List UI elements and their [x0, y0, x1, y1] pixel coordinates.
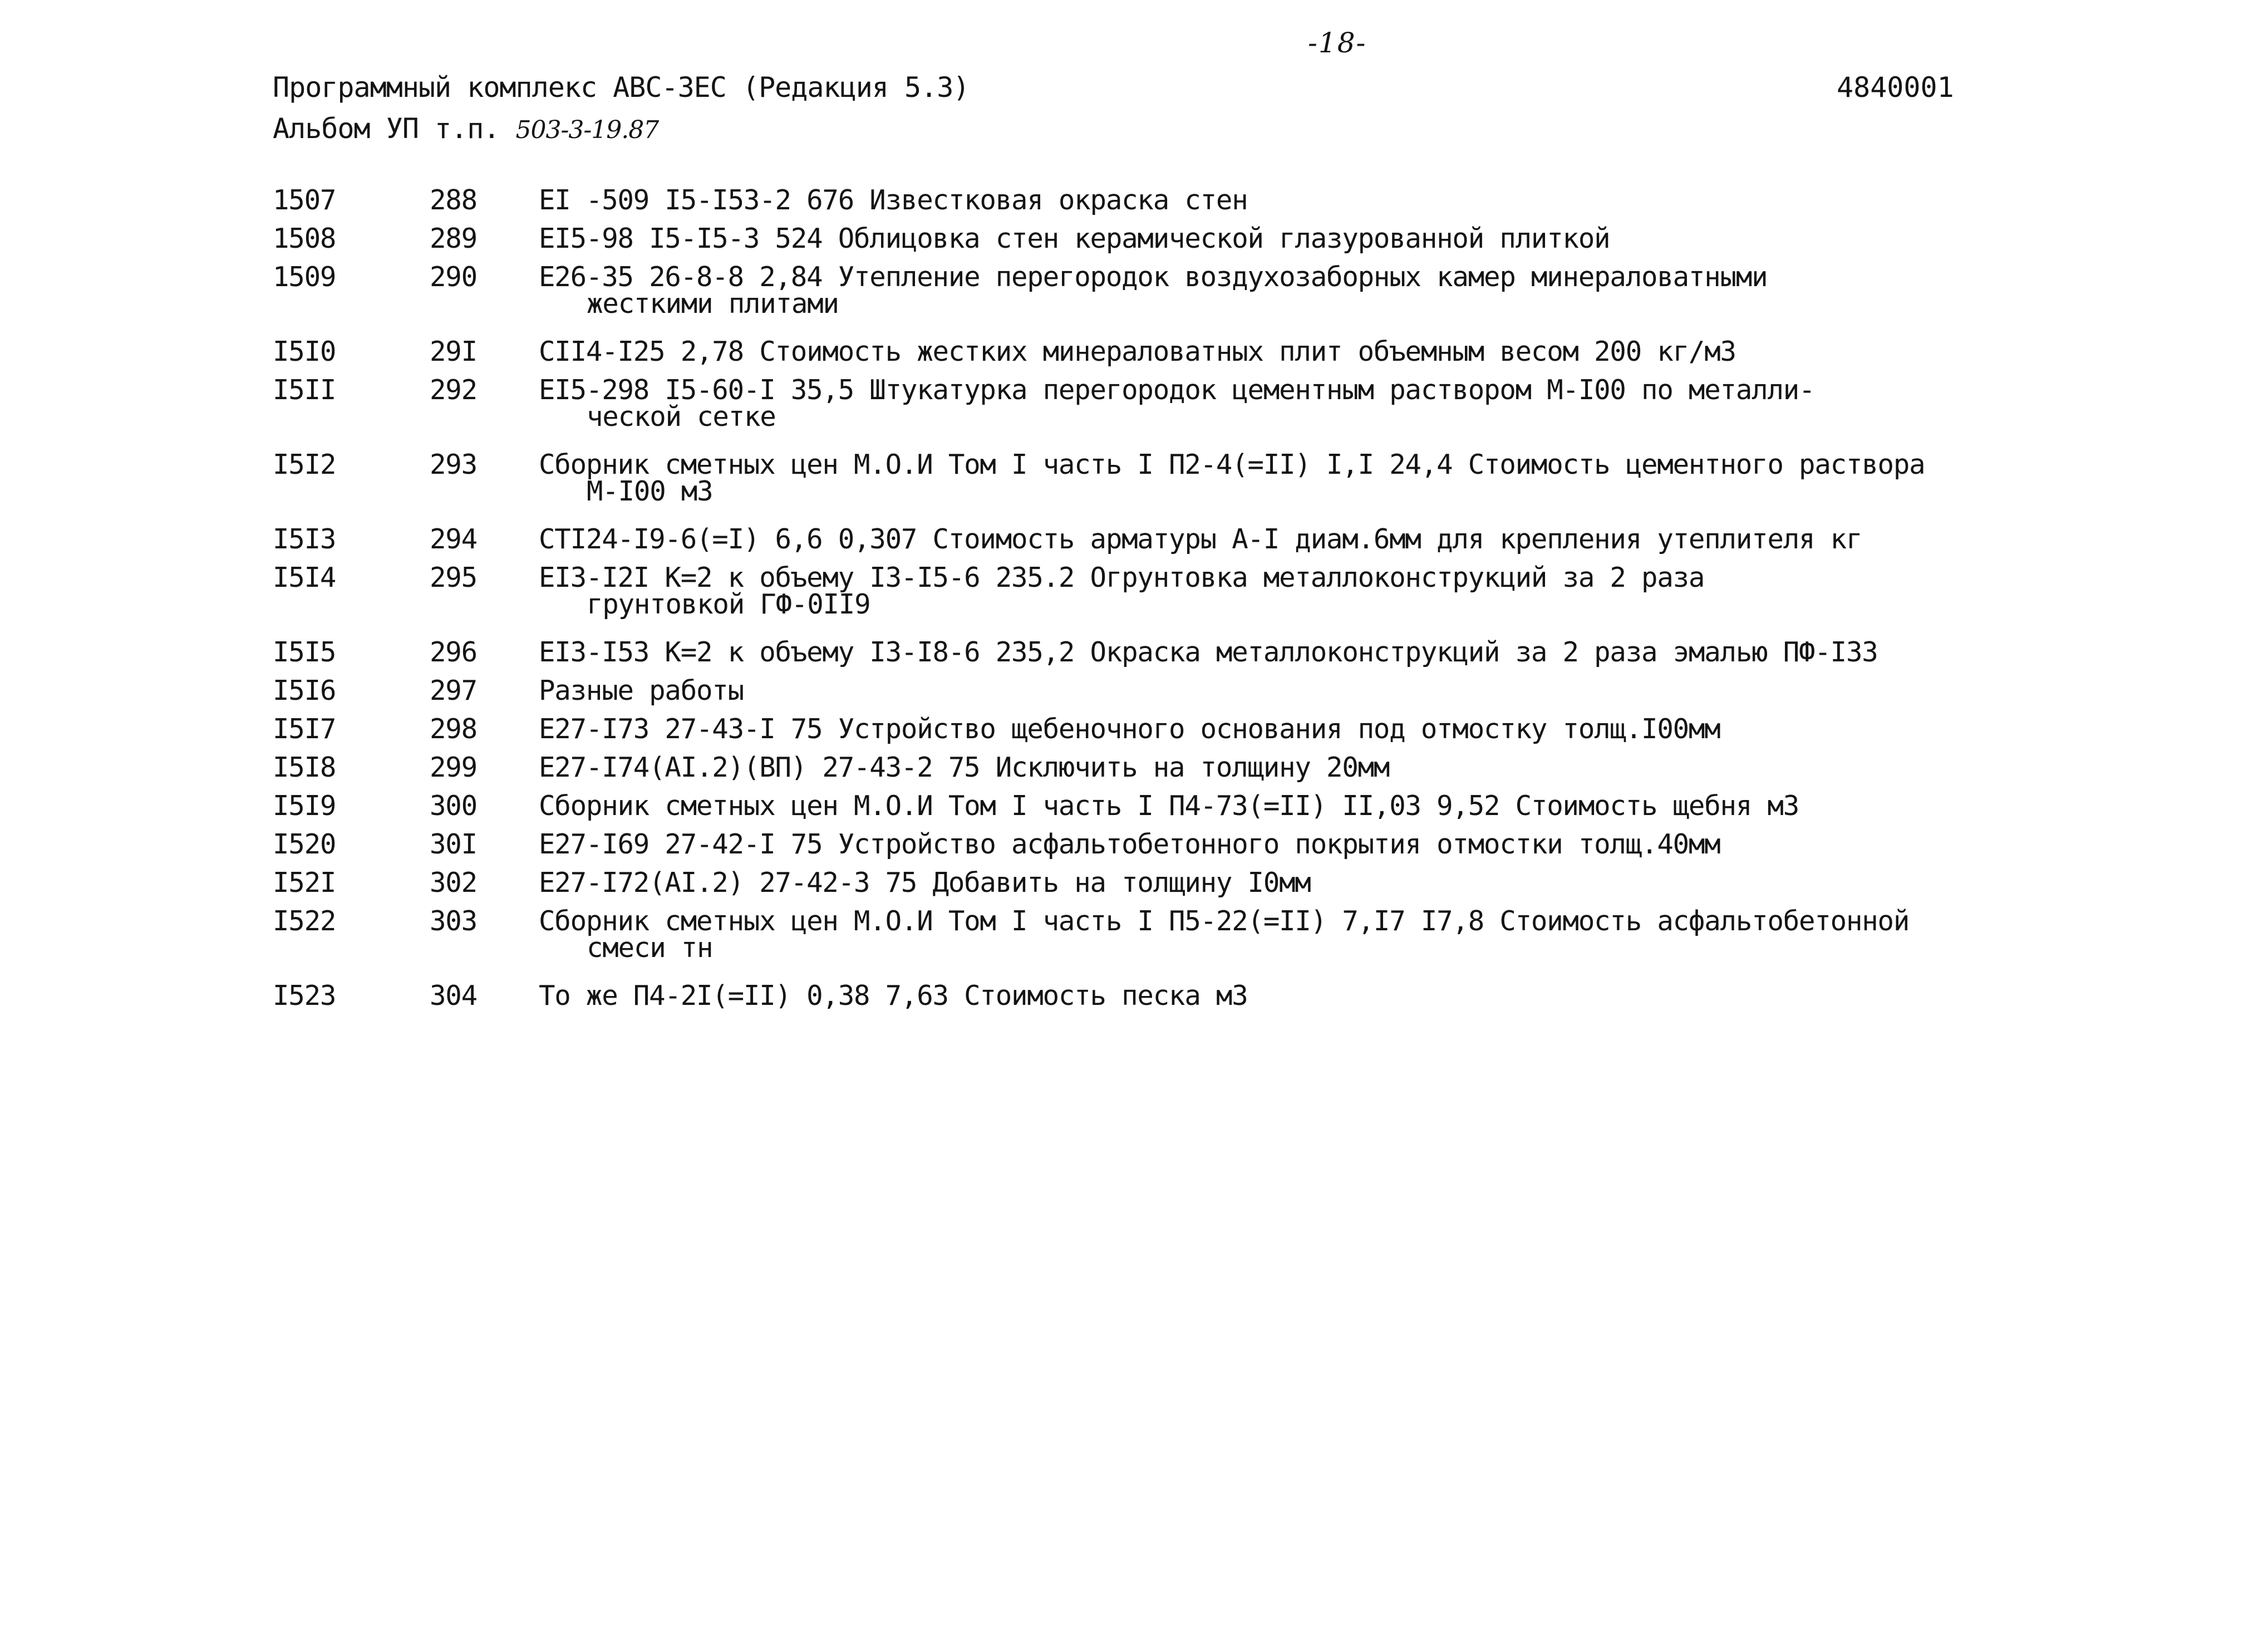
item-description-line: Е27-I74(АI.2)(ВП) 27-43-2 75 Исключить на толщину 20мм: [539, 752, 1390, 783]
list-item: [273, 451, 2254, 506]
item-description: [539, 792, 2254, 820]
list-item: [273, 792, 2254, 820]
item-description-continuation: М-I00 м3: [587, 475, 713, 507]
item-description: [539, 754, 2254, 782]
list-item: [273, 263, 2254, 318]
item-number: I5I9: [273, 790, 336, 822]
list-item: [273, 907, 2254, 962]
list-item: [273, 982, 2254, 1010]
list-item: [273, 869, 2254, 897]
item-number: I5I6: [273, 675, 336, 706]
item-code: 295: [430, 562, 477, 593]
album-line: [273, 112, 658, 145]
item-description-line: Разные работы: [539, 675, 744, 706]
item-code: 297: [430, 675, 477, 706]
item-description: [539, 677, 2254, 705]
album-label: Альбом УП т.п.: [273, 112, 500, 145]
item-number: I5I0: [273, 336, 336, 367]
item-number: I520: [273, 828, 336, 860]
row-spacer: [273, 318, 2254, 338]
row-spacer: [273, 506, 2254, 526]
item-number: I5I5: [273, 636, 336, 668]
item-code: 304: [430, 980, 477, 1012]
list-item: [273, 184, 2254, 216]
document-code: 4840001: [1837, 71, 1954, 104]
item-description-line: ЕI5-298 I5-60-I 35,5 Штукатурка перегородок цементным раствором М-I00 по металли-: [539, 374, 1815, 406]
item-code: 303: [430, 905, 477, 937]
item-description: [539, 376, 2254, 431]
list-item: [273, 828, 2254, 860]
page-number: -18-: [1308, 27, 1367, 59]
item-description-line: ЕI5-98 I5-I5-3 524 Облицовка стен керамической глазурованной плиткой: [539, 223, 1610, 254]
item-description-line: Сборник сметных цен М.О.И Том I часть I П5-22(=II) 7,I7 I7,8 Стоимость асфальтобетонной: [539, 905, 1910, 937]
item-description: [539, 869, 2254, 897]
item-code: 298: [430, 713, 477, 745]
list-item: [273, 677, 2254, 705]
item-description-line: То же П4-2I(=II) 0,38 7,63 Стоимость песка м3: [539, 980, 1248, 1012]
item-description-line: ЕI3-I2I К=2 к объему I3-I5-6 235.2 Огрунтовка металлоконструкций за 2 раза: [539, 562, 1705, 593]
item-description-continuation: смеси тн: [587, 932, 713, 964]
item-description-line: Сборник сметных цен М.О.И Том I часть I П4-73(=II) II,03 9,52 Стоимость щебня м3: [539, 790, 1799, 822]
list-item: [273, 376, 2254, 431]
item-number: I5II: [273, 374, 336, 406]
item-number: I5I3: [273, 523, 336, 555]
item-description-line: ЕI -509 I5-I53-2 676 Известковая окраска стен: [539, 184, 1248, 216]
item-number: I5I2: [273, 449, 336, 480]
item-description: [539, 451, 2254, 506]
list-item: [273, 225, 2254, 253]
list-item: [273, 715, 2254, 743]
item-number: I5I4: [273, 562, 336, 593]
item-code: 302: [430, 867, 477, 899]
item-code: 290: [430, 261, 477, 293]
item-number: I522: [273, 905, 336, 937]
item-code: 292: [430, 374, 477, 406]
item-description: [539, 907, 2254, 962]
list-item: [273, 564, 2254, 619]
item-code: 289: [430, 223, 477, 254]
item-number: 1507: [273, 184, 336, 216]
item-number: I5I7: [273, 713, 336, 745]
item-description: [539, 338, 2254, 366]
item-code: 29I: [430, 336, 477, 367]
album-project-number: 503-3-19.87: [515, 116, 659, 144]
item-code: 296: [430, 636, 477, 668]
list-item: [273, 636, 2254, 668]
list-item: [273, 338, 2254, 366]
item-description-line: Е27-I73 27-43-I 75 Устройство щебеночного основания под отмостку толщ.I00мм: [539, 713, 1720, 745]
item-description: [539, 184, 2254, 216]
item-code: 294: [430, 523, 477, 555]
item-description-line: Е26-35 26-8-8 2,84 Утепление перегородок воздухозаборных камер минераловатными: [539, 261, 1768, 293]
item-code: 299: [430, 752, 477, 783]
item-description-continuation: жесткими плитами: [587, 288, 839, 320]
item-description: [539, 564, 2254, 619]
item-description: [539, 225, 2254, 253]
item-description-line: СII4-I25 2,78 Стоимость жестких минераловатных плит объемным весом 200 кг/м3: [539, 336, 1736, 367]
item-code: 293: [430, 449, 477, 480]
row-spacer: [273, 962, 2254, 982]
row-spacer: [273, 619, 2254, 639]
item-description: [539, 636, 2254, 668]
item-number: I52I: [273, 867, 336, 899]
item-description-line: Е27-I72(АI.2) 27-42-3 75 Добавить на толщину I0мм: [539, 867, 1311, 899]
item-description-line: ЕI3-I53 К=2 к объему I3-I8-6 235,2 Окраска металлоконструкций за 2 раза эмалью ПФ-I33: [539, 636, 1878, 668]
item-code: 288: [430, 184, 477, 216]
item-description-line: Е27-I69 27-42-I 75 Устройство асфальтобетонного покрытия отмостки толщ.40мм: [539, 828, 1720, 860]
item-number: 1508: [273, 223, 336, 254]
item-description-continuation: ческой сетке: [587, 401, 776, 433]
estimate-list: [273, 184, 2254, 1020]
item-number: I523: [273, 980, 336, 1012]
item-description: [539, 828, 2254, 860]
item-code: 30I: [430, 828, 477, 860]
item-description: [539, 523, 2254, 555]
item-description-line: СТI24-I9-6(=I) 6,6 0,307 Стоимость арматуры А-I диам.6мм для крепления утеплителя кг: [539, 523, 1862, 555]
list-item: [273, 523, 2254, 555]
item-description-continuation: грунтовкой ГФ-0II9: [587, 588, 870, 620]
item-code: 300: [430, 790, 477, 822]
item-description: [539, 263, 2254, 318]
item-number: I5I8: [273, 752, 336, 783]
program-title: Программный комплекс АВС-3ЕС (Редакция 5.3): [273, 71, 970, 104]
row-spacer: [273, 431, 2254, 451]
item-description: [539, 715, 2254, 743]
item-number: 1509: [273, 261, 336, 293]
item-description: [539, 982, 2254, 1010]
list-item: [273, 754, 2254, 782]
item-description-line: Сборник сметных цен М.О.И Том I часть I П2-4(=II) I,I 24,4 Стоимость цементного раствора: [539, 449, 1925, 480]
